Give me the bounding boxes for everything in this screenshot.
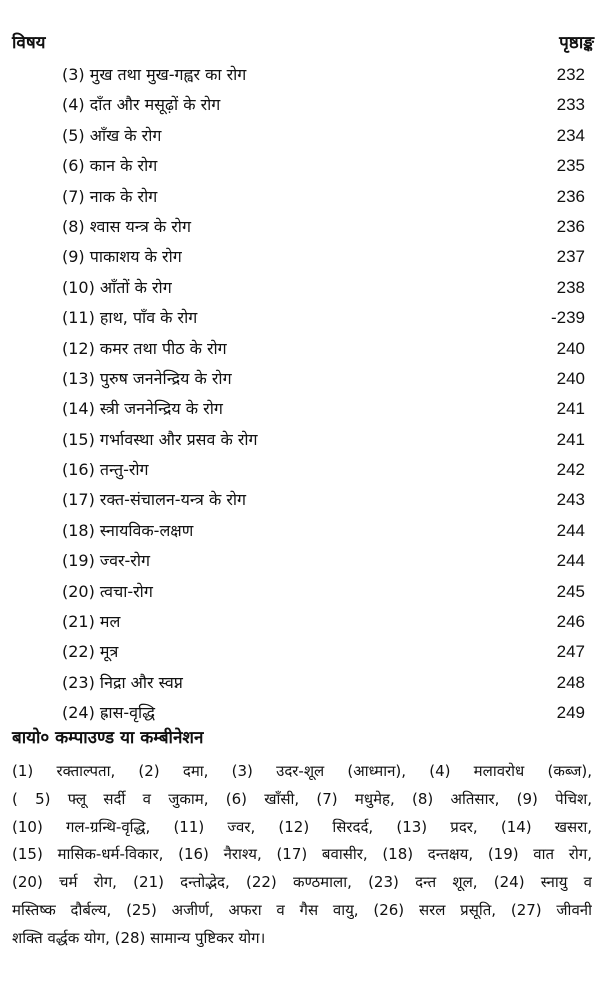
paragraph-line: (1) रक्ताल्पता, (2) दमा, (3) उदर-शूल (आध्मान), (4) मलावरोध (कब्ज), (12, 762, 592, 780)
entry-page-number: 237 (556, 247, 585, 267)
entry-title: (7) नाक के रोग (62, 186, 158, 206)
paragraph-line: (10) गल-ग्रन्थि-वृद्धि, (11) ज्वर, (12) सिरदर्द, (13) प्रदर, (14) खसरा, (12, 817, 592, 836)
entry-page-number: 235 (556, 156, 585, 176)
entry-title: (19) ज्वर-रोग (62, 551, 150, 571)
entry-page-number: 240 (556, 338, 585, 358)
section-heading: बायो० कम्पाउण्ड या कम्बीनेशन (12, 728, 204, 748)
contents-entry (0, 455, 600, 485)
contents-entry (0, 242, 600, 272)
page-number-heading: पृष्ठाङ्क (559, 33, 594, 53)
entry-page-number: 234 (556, 125, 585, 145)
entry-page-number: 236 (556, 216, 585, 236)
contents-entry (0, 90, 600, 120)
entry-page-number: 249 (556, 703, 585, 723)
subject-heading: विषय (12, 33, 46, 53)
contents-entry (0, 485, 600, 515)
entry-page-number: 247 (556, 642, 585, 662)
entry-page-number: 245 (556, 581, 585, 601)
entry-page-number: 242 (556, 460, 585, 480)
entry-title: (8) श्वास यन्त्र के रोग (62, 216, 191, 236)
contents-entry (0, 182, 600, 212)
entry-page-number: 248 (556, 672, 585, 692)
entry-title: (23) निद्रा और स्वप्न (62, 672, 183, 692)
entry-page-number: 246 (556, 612, 585, 632)
paragraph-line: मस्तिष्क दौर्बल्य, (25) अजीर्ण, अफरा व गैस वायु, (26) सरल प्रसूति, (27) जीवनी (12, 900, 592, 919)
entry-page-number: 240 (556, 368, 585, 388)
entry-title: (24) ह्रास-वृद्धि (62, 703, 155, 723)
entry-page-number: 243 (556, 490, 585, 510)
contents-entry (0, 121, 600, 151)
entry-page-number: 238 (556, 277, 585, 297)
combination-list-paragraph (12, 758, 592, 953)
contents-entry (0, 637, 600, 667)
paragraph-line: (15) मासिक-धर्म-विकार, (16) नैराश्य, (17) बवासीर, (18) दन्तक्षय, (19) वात रोग, (12, 845, 592, 864)
contents-header (12, 30, 594, 54)
contents-entry (0, 607, 600, 637)
paragraph-line: (20) चर्म रोग, (21) दन्तोद्भेद, (22) कण्ठमाला, (23) दन्त शूल, (24) स्नायु व (12, 873, 592, 892)
entry-title: (9) पाकाशय के रोग (62, 247, 182, 267)
entry-title: (21) मल (62, 612, 121, 632)
entry-title: (12) कमर तथा पीठ के रोग (62, 338, 227, 358)
paragraph-line: ( 5) फ्लू सर्दी व जुकाम, (6) खाँसी, (7) मधुमेह, (8) अतिसार, (9) पेचिश, (12, 789, 592, 808)
contents-entry (0, 334, 600, 364)
entry-title: (15) गर्भावस्था और प्रसव के रोग (62, 429, 258, 449)
entry-page-number: 232 (556, 65, 585, 84)
contents-entry (0, 577, 600, 607)
entry-title: (5) आँख के रोग (62, 125, 162, 145)
entry-page-number: 233 (556, 95, 585, 115)
contents-entry (0, 212, 600, 242)
contents-entry (0, 151, 600, 181)
contents-list (0, 60, 600, 729)
entry-title: (3) मुख तथा मुख-गह्वर का रोग (62, 65, 247, 84)
contents-entry (0, 516, 600, 546)
entry-page-number: 244 (556, 551, 585, 571)
contents-entry (0, 668, 600, 698)
entry-page-number: 236 (556, 186, 585, 206)
entry-title: (10) आँतों के रोग (62, 277, 172, 297)
contents-entry (0, 394, 600, 424)
entry-title: (22) मूत्र (62, 642, 119, 662)
entry-page-number: 241 (556, 399, 585, 419)
paragraph-line: शक्ति वर्द्धक योग, (28) सामान्य पुष्टिकर योग। (12, 928, 266, 947)
contents-entry (0, 60, 600, 90)
contents-entry (0, 425, 600, 455)
entry-title: (18) स्नायविक-लक्षण (62, 520, 194, 540)
entry-title: (16) तन्तु-रोग (62, 460, 149, 480)
entry-title: (13) पुरुष जननेन्द्रिय के रोग (62, 368, 232, 388)
contents-entry (0, 546, 600, 576)
entry-title: (11) हाथ, पाँव के रोग (62, 308, 198, 328)
entry-title: (14) स्त्री जननेन्द्रिय के रोग (62, 399, 223, 419)
contents-entry (0, 364, 600, 394)
entry-page-number: 244 (556, 520, 585, 540)
entry-title: (17) रक्त-संचालन-यन्त्र के रोग (62, 490, 247, 510)
entry-page-number: -239 (550, 308, 585, 328)
entry-title: (20) त्वचा-रोग (62, 581, 153, 601)
entry-page-number: 241 (556, 429, 585, 449)
contents-entry (0, 273, 600, 303)
contents-entry (0, 303, 600, 333)
entry-title: (6) कान के रोग (62, 156, 158, 176)
entry-title: (4) दाँत और मसूढ़ों के रोग (62, 95, 221, 115)
